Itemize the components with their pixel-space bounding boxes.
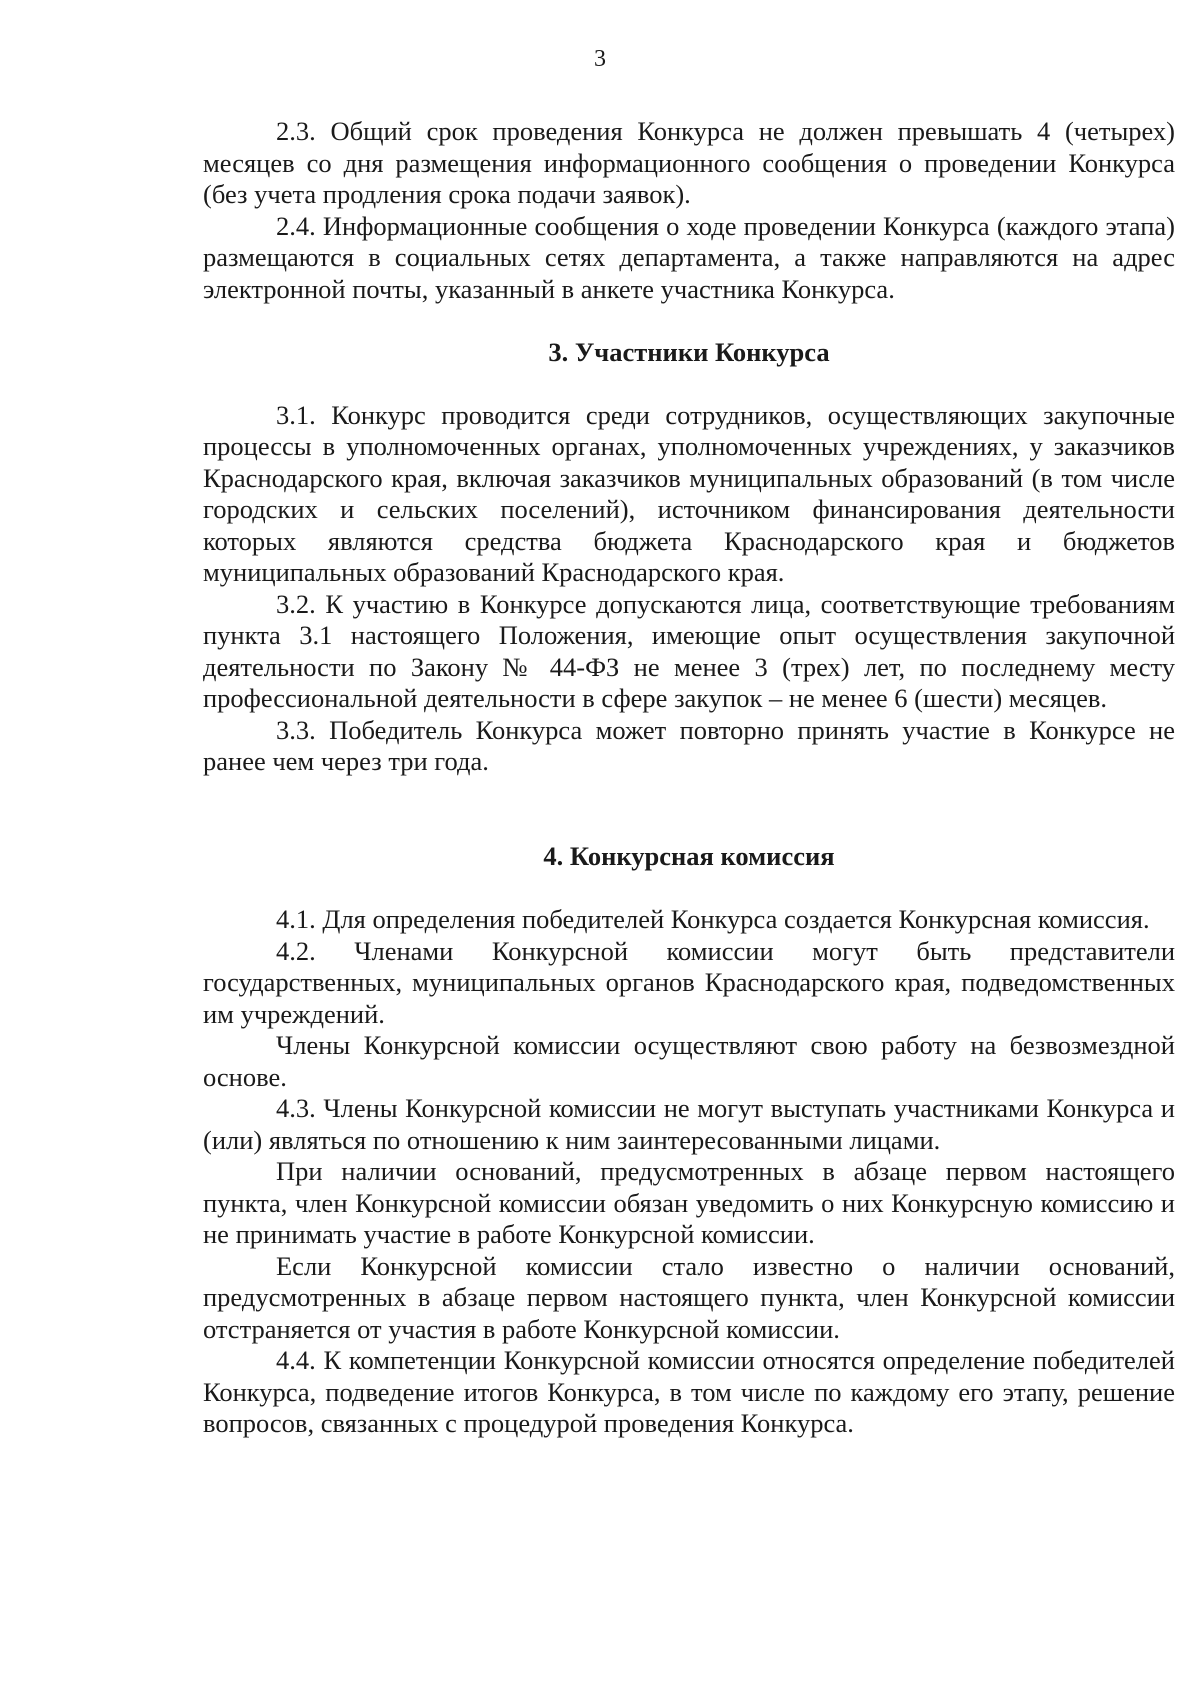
- paragraph-3-3: 3.3. Победитель Конкурса может повторно принять участие в Конкурсе не ранее чем через три года.: [203, 714, 1175, 776]
- paragraph-2-3: 2.3. Общий срок проведения Конкурса не должен превышать 4 (четырех) месяцев со дня размещения информационного сообщения о проведении Конкурса (без учета продления срока подачи заявок).: [203, 116, 1175, 209]
- page-number: 3: [594, 46, 606, 72]
- paragraph-3-1: 3.1. Конкурс проводится среди сотрудников, осуществляющих закупочные процессы в уполномоченных органах, уполномоченных учреждениях, у заказчиков Краснодарского края, включая заказчиков муниципальных образований (в том числе городских и сельских поселений), источником финансирования деятельности которых являются средства бюджета Краснодарского края и бюджетов муниципальных образований Краснодарского края.: [203, 399, 1175, 587]
- paragraph-4-3-c: Если Конкурсной комиссии стало известно о наличии оснований, предусмотренных в абзаце первом настоящего пункта, член Конкурсной комиссии отстраняется от участия в работе Конкурсной комиссии.: [203, 1250, 1175, 1344]
- paragraph-4-3: 4.3. Члены Конкурсной комиссии не могут выступать участниками Конкурса и (или) являться по отношению к ним заинтересованными лицами.: [203, 1093, 1175, 1155]
- section-3-heading: 3. Участники Конкурса: [548, 337, 830, 367]
- document-body: [203, 116, 1175, 1440]
- paragraph-4-1: 4.1. Для определения победителей Конкурса создается Конкурсная комиссия.: [276, 904, 1150, 934]
- paragraph-4-4: 4.4. К компетенции Конкурсной комиссии относятся определение победителей Конкурса, подведение итогов Конкурса, в том числе по каждому его этапу, решение вопросов, связанных с процедурой проведения Конкурса.: [203, 1345, 1175, 1438]
- section-4-heading: 4. Конкурсная комиссия: [543, 840, 835, 871]
- paragraph-3-2: 3.2. К участию в Конкурсе допускаются лица, соответствующие требованиям пункта 3.1 настоящего Положения, имеющие опыт осуществления закупочной деятельности по Закону № 44-ФЗ не менее 3 (трех) лет, по последнему месту профессиональной деятельности в сфере закупок – не менее 6 (шести) месяцев.: [203, 588, 1175, 713]
- paragraph-2-4: 2.4. Информационные сообщения о ходе проведении Конкурса (каждого этапа) размещаются в социальных сетях департамента, а также направляются на адрес электронной почты, указанный в анкете участника Конкурса.: [203, 210, 1175, 304]
- paragraph-4-3-b: При наличии оснований, предусмотренных в абзаце первом настоящего пункта, член Конкурсной комиссии обязан уведомить о них Конкурсную комиссию и не принимать участие в работе Конкурсной комиссии.: [203, 1156, 1175, 1249]
- paragraph-4-2: 4.2. Членами Конкурсной комиссии могут быть представители государственных, муниципальных органов Краснодарского края, подведомственных им учреждений.: [203, 935, 1175, 1029]
- paragraph-4-2-b: Члены Конкурсной комиссии осуществляют свою работу на безвозмездной основе.: [203, 1030, 1175, 1092]
